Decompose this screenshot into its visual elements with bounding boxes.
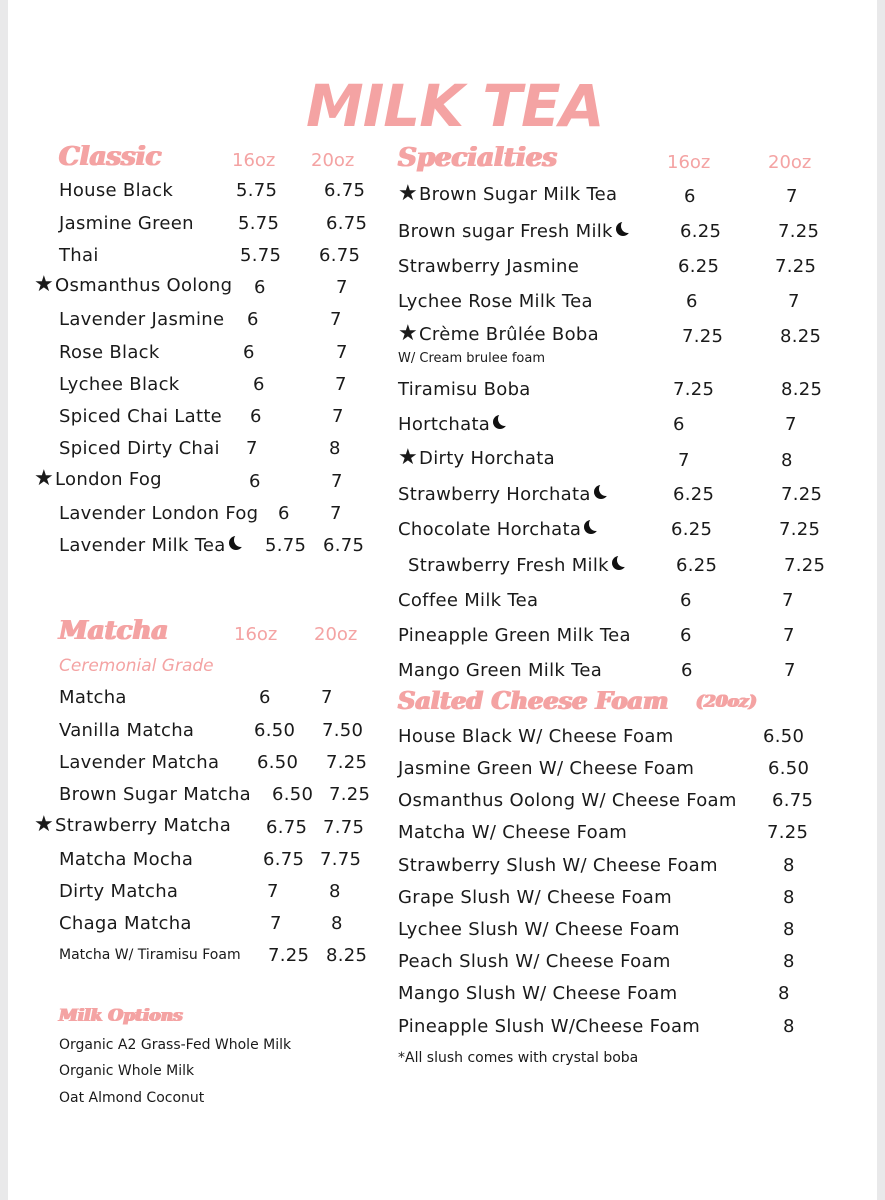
classic-name: London Fog <box>55 469 162 490</box>
cheese-name: Grape Slush W/ Cheese Foam <box>398 887 672 908</box>
matcha-name: Brown Sugar Matcha <box>59 784 251 805</box>
cheese-name: Osmanthus Oolong W/ Cheese Foam <box>398 790 737 811</box>
classic-price-20: 6.75 <box>326 213 368 234</box>
specialty-price-16: 6.25 <box>680 221 722 242</box>
star-icon: ★ <box>34 466 55 491</box>
cheese-name: Peach Slush W/ Cheese Foam <box>398 951 671 972</box>
classic-price-16: 5.75 <box>238 213 280 234</box>
specialty-item-moon <box>398 221 633 242</box>
matcha-heading: Matcha <box>59 616 169 646</box>
matcha-subheading: Ceremonial Grade <box>59 656 214 676</box>
classic-price-20: 6.75 <box>323 535 365 556</box>
matcha-name: Dirty Matcha <box>59 881 179 902</box>
classic-price-20: 7 <box>336 277 348 298</box>
specialty-price-20: 7.25 <box>779 519 821 540</box>
specialty-price-20: 8.25 <box>781 379 823 400</box>
specialty-price-16: 6.25 <box>676 555 718 576</box>
classic-price-16: 6 <box>250 406 262 427</box>
classic-size-16: 16oz <box>232 150 276 171</box>
specialty-price-20: 7.25 <box>784 555 826 576</box>
matcha-price-20: 7.25 <box>329 784 371 805</box>
specialty-price-16: 6 <box>686 291 698 312</box>
matcha-price-20: 7.50 <box>322 720 364 741</box>
specialty-price-20: 8 <box>781 450 793 471</box>
specialty-item-moon <box>398 484 611 505</box>
specialty-item-moon <box>398 519 601 540</box>
cheese-price: 8 <box>783 887 795 908</box>
specialty-item-starred <box>398 323 599 345</box>
specialty-price-16: 7 <box>678 450 690 471</box>
classic-price-16: 6 <box>249 471 261 492</box>
specialty-item-moon <box>408 555 629 576</box>
specialty-price-16: 7.25 <box>673 379 715 400</box>
cheese-name: Pineapple Slush W/Cheese Foam <box>398 1016 701 1037</box>
classic-name: House Black <box>59 180 174 201</box>
specialty-price-20: 7.25 <box>778 221 820 242</box>
specialty-name: Hortchata <box>398 414 491 435</box>
specialty-price-20: 7.25 <box>781 484 823 505</box>
matcha-name: Chaga Matcha <box>59 913 192 934</box>
slush-footnote: *All slush comes with crystal boba <box>398 1050 639 1066</box>
classic-name: Jasmine Green <box>59 213 194 234</box>
matcha-name: Matcha W/ Tiramisu Foam <box>59 947 241 963</box>
classic-price-20: 7 <box>331 471 343 492</box>
specialty-price-16: 6.25 <box>678 256 720 277</box>
cheese-price: 8 <box>783 919 795 940</box>
specialty-price-16: 6 <box>680 625 692 646</box>
matcha-name: Vanilla Matcha <box>59 720 195 741</box>
milk-option: Oat Almond Coconut <box>59 1090 205 1106</box>
milk-option: Organic Whole Milk <box>59 1063 195 1079</box>
specialty-name: Coffee Milk Tea <box>398 590 539 611</box>
matcha-price-20: 8 <box>329 881 341 902</box>
cheese-name: Mango Slush W/ Cheese Foam <box>398 983 678 1004</box>
classic-price-16: 6 <box>254 277 266 298</box>
star-icon: ★ <box>398 181 419 206</box>
classic-price-16: 5.75 <box>265 535 307 556</box>
matcha-price-16: 6.75 <box>266 817 308 838</box>
specialties-size-16: 16oz <box>667 152 711 173</box>
classic-item-moon <box>59 535 246 556</box>
cheese-price: 8 <box>783 951 795 972</box>
classic-price-20: 7 <box>332 406 344 427</box>
cheese-name: Strawberry Slush W/ Cheese Foam <box>398 855 718 876</box>
menu-page <box>8 0 877 1200</box>
specialty-name: Pineapple Green Milk Tea <box>398 625 631 646</box>
classic-item-starred <box>34 274 232 296</box>
specialty-price-20: 7 <box>784 660 796 681</box>
crescent-moon-icon <box>234 533 248 547</box>
classic-item-starred <box>34 468 162 490</box>
cheese-size: (20oz) <box>696 692 757 712</box>
specialty-price-20: 7 <box>782 590 794 611</box>
specialty-name: Tiramisu Boba <box>398 379 531 400</box>
specialties-size-20: 20oz <box>768 152 812 173</box>
classic-name: Osmanthus Oolong <box>55 275 233 296</box>
specialties-heading: Specialties <box>398 143 557 173</box>
specialty-price-20: 8.25 <box>780 326 822 347</box>
cheese-name: Matcha W/ Cheese Foam <box>398 822 628 843</box>
specialty-name: Brown Sugar Milk Tea <box>419 184 618 205</box>
star-icon: ★ <box>398 321 419 346</box>
specialty-name: Chocolate Horchata <box>398 519 582 540</box>
crescent-moon-icon <box>589 517 603 531</box>
specialty-price-20: 7 <box>788 291 800 312</box>
matcha-price-16: 7 <box>267 881 279 902</box>
specialty-price-16: 6 <box>681 660 693 681</box>
matcha-name: Strawberry Matcha <box>55 815 232 836</box>
classic-heading: Classic <box>59 142 162 172</box>
classic-price-16: 6 <box>253 374 265 395</box>
matcha-price-20: 8 <box>331 913 343 934</box>
classic-price-20: 7 <box>330 503 342 524</box>
page-title: MILK TEA <box>306 72 604 140</box>
matcha-item-starred <box>34 814 231 836</box>
classic-name: Lychee Black <box>59 374 180 395</box>
classic-name: Spiced Dirty Chai <box>59 438 220 459</box>
classic-name: Lavender Milk Tea <box>59 535 226 556</box>
matcha-size-16: 16oz <box>234 624 278 645</box>
milk-heading: Milk Options <box>59 1006 183 1026</box>
matcha-price-16: 7 <box>270 913 282 934</box>
specialty-price-16: 6.25 <box>671 519 713 540</box>
cheese-price: 8 <box>778 983 790 1004</box>
matcha-price-20: 7.25 <box>326 752 368 773</box>
matcha-price-16: 6 <box>259 687 271 708</box>
classic-price-20: 7 <box>335 374 347 395</box>
crescent-moon-icon <box>621 219 635 233</box>
specialty-name: Lychee Rose Milk Tea <box>398 291 593 312</box>
classic-price-20: 6.75 <box>324 180 366 201</box>
cheese-name: Lychee Slush W/ Cheese Foam <box>398 919 680 940</box>
specialty-price-20: 7.25 <box>775 256 817 277</box>
specialty-name: Strawberry Jasmine <box>398 256 580 277</box>
matcha-price-20: 7.75 <box>320 849 362 870</box>
star-icon: ★ <box>34 272 55 297</box>
classic-price-16: 7 <box>246 438 258 459</box>
specialty-name: Dirty Horchata <box>419 448 555 469</box>
matcha-price-16: 6.50 <box>257 752 299 773</box>
cheese-price: 6.50 <box>768 758 810 779</box>
specialty-item-moon <box>398 414 510 435</box>
classic-price-20: 8 <box>329 438 341 459</box>
milk-option: Organic A2 Grass-Fed Whole Milk <box>59 1037 292 1053</box>
specialty-price-16: 7.25 <box>682 326 724 347</box>
specialty-price-16: 6 <box>680 590 692 611</box>
specialty-item-starred <box>398 447 555 469</box>
cheese-price: 8 <box>783 855 795 876</box>
matcha-price-20: 8.25 <box>326 945 368 966</box>
cheese-heading: Salted Cheese Foam <box>398 686 669 715</box>
specialty-note: W/ Cream brulee foam <box>398 351 545 366</box>
specialty-price-20: 7 <box>786 186 798 207</box>
matcha-price-20: 7 <box>321 687 333 708</box>
specialty-price-16: 6 <box>684 186 696 207</box>
crescent-moon-icon <box>617 553 631 567</box>
specialty-price-16: 6.25 <box>673 484 715 505</box>
classic-price-20: 7 <box>330 309 342 330</box>
specialty-name: Strawberry Horchata <box>398 484 591 505</box>
matcha-name: Matcha <box>59 687 127 708</box>
classic-price-16: 6 <box>278 503 290 524</box>
classic-name: Lavender Jasmine <box>59 309 225 330</box>
matcha-price-16: 6.50 <box>272 784 314 805</box>
matcha-price-20: 7.75 <box>323 817 365 838</box>
specialty-price-16: 6 <box>673 414 685 435</box>
star-icon: ★ <box>34 812 55 837</box>
cheese-price: 8 <box>783 1016 795 1037</box>
star-icon: ★ <box>398 445 419 470</box>
cheese-price: 6.50 <box>763 726 805 747</box>
classic-name: Thai <box>59 245 99 266</box>
classic-name: Rose Black <box>59 342 160 363</box>
crescent-moon-icon <box>498 412 512 426</box>
specialty-name: Brown sugar Fresh Milk <box>398 221 613 242</box>
cheese-name: House Black W/ Cheese Foam <box>398 726 674 747</box>
cheese-price: 6.75 <box>772 790 814 811</box>
classic-size-20: 20oz <box>311 150 355 171</box>
classic-name: Spiced Chai Latte <box>59 406 223 427</box>
matcha-size-20: 20oz <box>314 624 358 645</box>
classic-price-16: 6 <box>247 309 259 330</box>
cheese-price: 7.25 <box>767 822 809 843</box>
classic-price-16: 5.75 <box>236 180 278 201</box>
cheese-name: Jasmine Green W/ Cheese Foam <box>398 758 695 779</box>
matcha-price-16: 6.50 <box>254 720 296 741</box>
classic-name: Lavender London Fog <box>59 503 259 524</box>
specialty-price-20: 7 <box>785 414 797 435</box>
specialty-name: Mango Green Milk Tea <box>398 660 603 681</box>
specialty-name: Strawberry Fresh Milk <box>408 555 609 576</box>
classic-price-20: 6.75 <box>319 245 361 266</box>
matcha-name: Lavender Matcha <box>59 752 220 773</box>
crescent-moon-icon <box>599 482 613 496</box>
classic-price-16: 5.75 <box>240 245 282 266</box>
matcha-name: Matcha Mocha <box>59 849 194 870</box>
specialty-price-20: 7 <box>783 625 795 646</box>
matcha-price-16: 6.75 <box>263 849 305 870</box>
classic-price-20: 7 <box>336 342 348 363</box>
classic-price-16: 6 <box>243 342 255 363</box>
specialty-item-starred <box>398 183 617 205</box>
specialty-name: Crème Brûlée Boba <box>419 324 599 345</box>
matcha-price-16: 7.25 <box>268 945 310 966</box>
